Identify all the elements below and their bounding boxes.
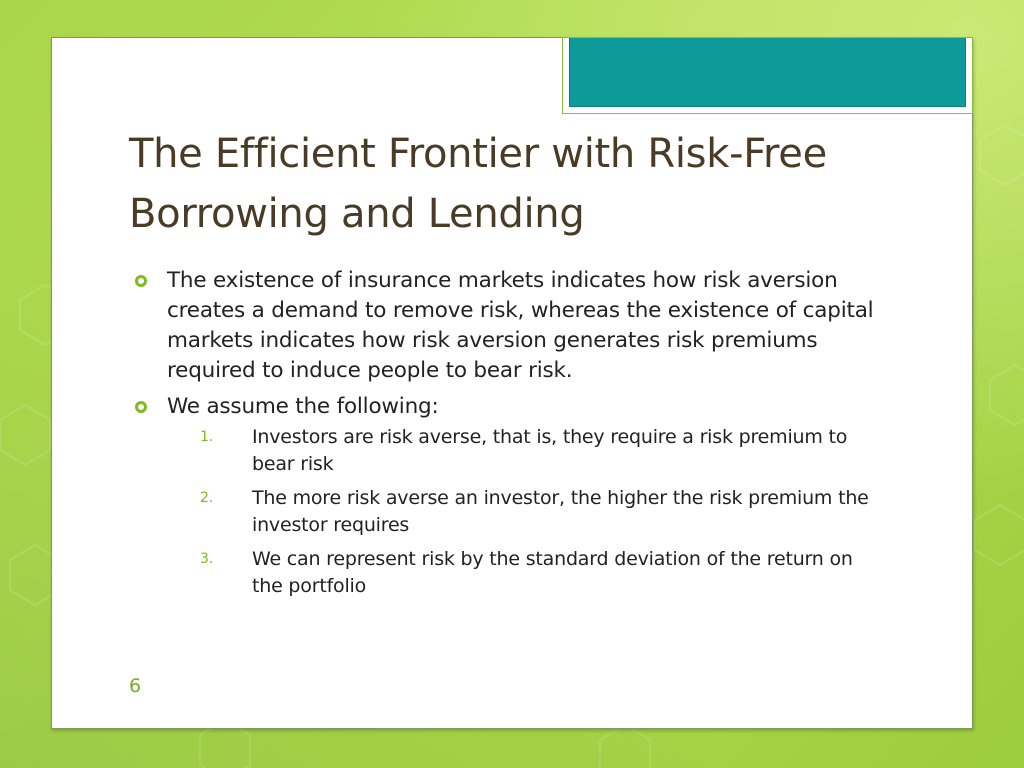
bullet-circle-icon <box>135 401 147 413</box>
header-accent-frame <box>562 37 973 114</box>
header-accent-bar <box>569 38 966 107</box>
list-number: 3. <box>200 551 213 567</box>
numbered-list <box>167 424 875 600</box>
list-number: 1. <box>200 429 213 445</box>
list-number: 2. <box>200 490 213 506</box>
bullet-item <box>135 266 875 386</box>
slide-body <box>135 266 875 607</box>
list-item-text: The more risk averse an investor, the higher the risk premium the investor requires <box>252 487 869 536</box>
bullet-circle-icon <box>135 275 147 287</box>
list-item-text: Investors are risk averse, that is, they require a risk premium to bear risk <box>252 426 848 475</box>
bullet-item <box>135 392 875 600</box>
page-number: 6 <box>129 675 142 697</box>
bullet-text: We assume the following: <box>167 394 439 419</box>
slide-title: The Efficient Frontier with Risk-Free Borrowing and Lending <box>129 131 827 237</box>
bullet-text: The existence of insurance markets indicates how risk aversion creates a demand to remove risk, whereas the existence of capital markets indicates how risk aversion generates risk premiums required to induce people to bear risk. <box>167 268 874 383</box>
slide-content-panel <box>51 37 973 729</box>
numbered-list-item <box>167 424 875 478</box>
numbered-list-item <box>167 546 875 600</box>
numbered-list-item <box>167 485 875 539</box>
list-item-text: We can represent risk by the standard deviation of the return on the portfolio <box>252 548 853 597</box>
